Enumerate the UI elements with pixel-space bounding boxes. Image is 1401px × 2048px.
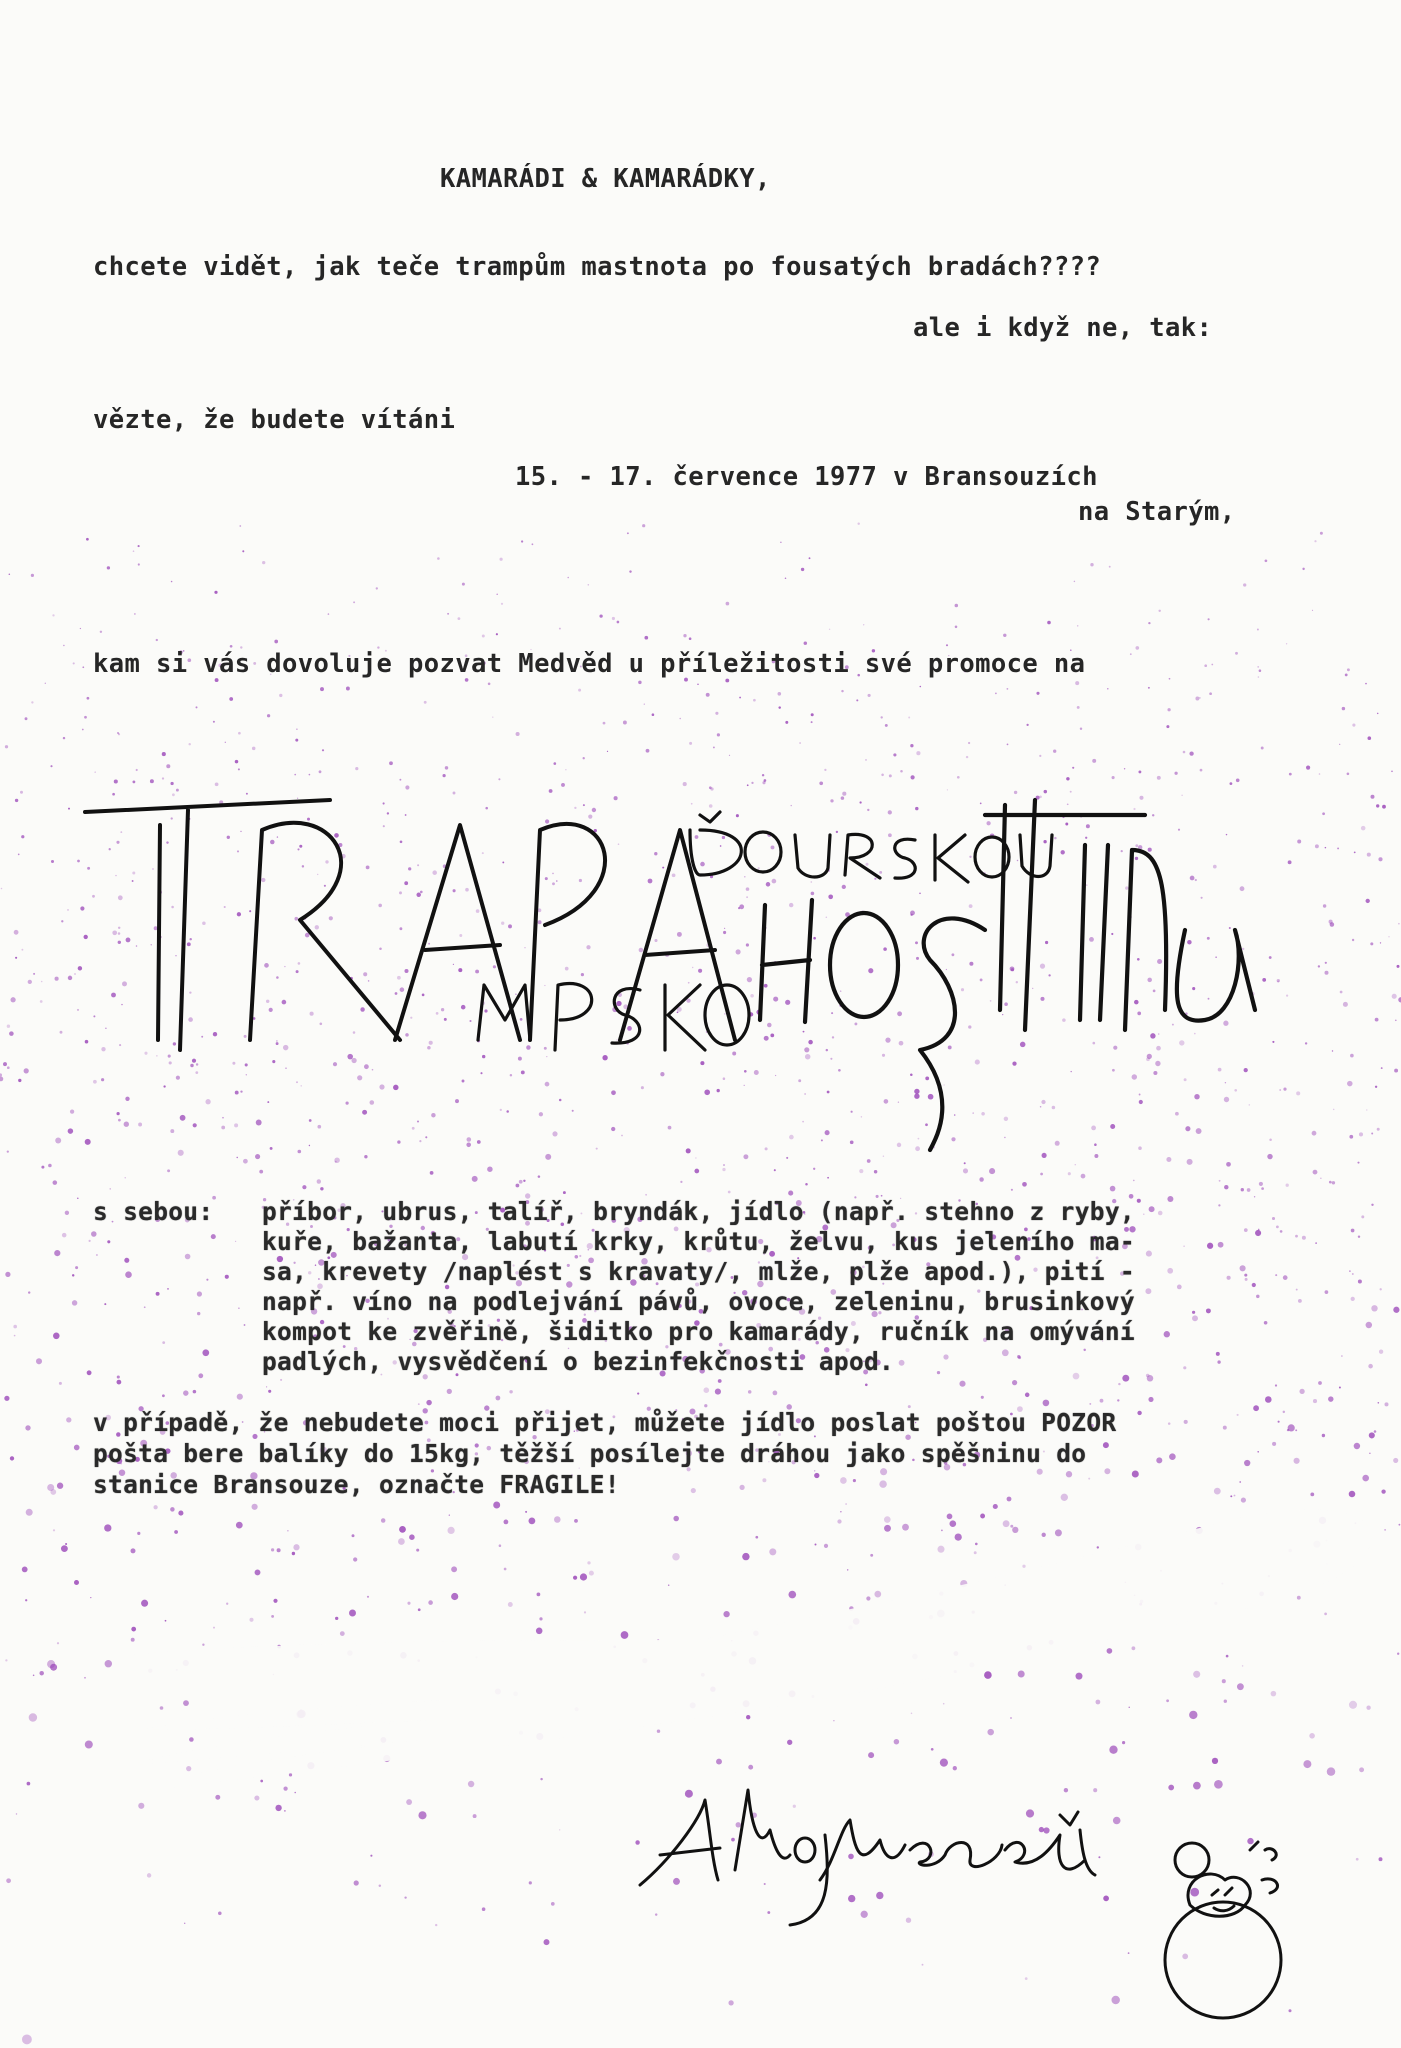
postal-line: stanice Bransouze, označte FRAGILE! <box>93 1470 620 1499</box>
bring-line: kuře, bažanta, labutí krky, krůtu, želvu, kus jeleního ma- <box>262 1227 1135 1256</box>
handwritten-title <box>85 800 1255 1150</box>
signature <box>640 1790 1095 1925</box>
place-line: na Starým, <box>1078 497 1236 527</box>
bring-line: např. víno na podlejvání pávů, ovoce, zeleninu, brusinkový <box>262 1287 1135 1316</box>
bring-line: příbor, ubrus, talíř, bryndák, jídlo (např. stehno z ryby, <box>262 1197 1135 1226</box>
greeting: KAMARÁDI & KAMARÁDKY, <box>440 164 771 194</box>
welcome-line: vězte, že budete vítáni <box>93 405 456 435</box>
question-line: chcete vidět, jak teče trampům mastnota po fousatých bradách???? <box>93 252 1102 282</box>
postal-line: v případě, že nebudete moci přijet, můžete jídlo poslat poštou POZOR <box>93 1408 1117 1437</box>
title-trapa <box>85 800 735 1050</box>
question-tail: ale i když ne, tak: <box>913 313 1213 343</box>
bring-line: padlých, vysvědčení o bezinfekčnosti apod. <box>262 1347 895 1376</box>
date-line: 15. - 17. července 1977 v Bransouzích <box>515 462 1098 492</box>
bring-label: s sebou: <box>93 1197 214 1226</box>
postal-line: pošta bere balíky do 15kg, těžší posílejte dráhou jako spěšninu do <box>93 1439 1087 1468</box>
title-dourskou <box>690 812 1052 882</box>
bear-doodle-icon <box>1165 1842 1281 2018</box>
invite-line: kam si vás dovoluje pozvat Medvěd u příležitosti své promoce na <box>93 649 1086 679</box>
bring-line: kompot ke zvěřině, šiditko pro kamarády, ručník na omývání <box>262 1317 1135 1346</box>
bring-line: sa, krevety /naplést s kravaty/, mlže, plže apod.), pití - <box>262 1257 1135 1286</box>
